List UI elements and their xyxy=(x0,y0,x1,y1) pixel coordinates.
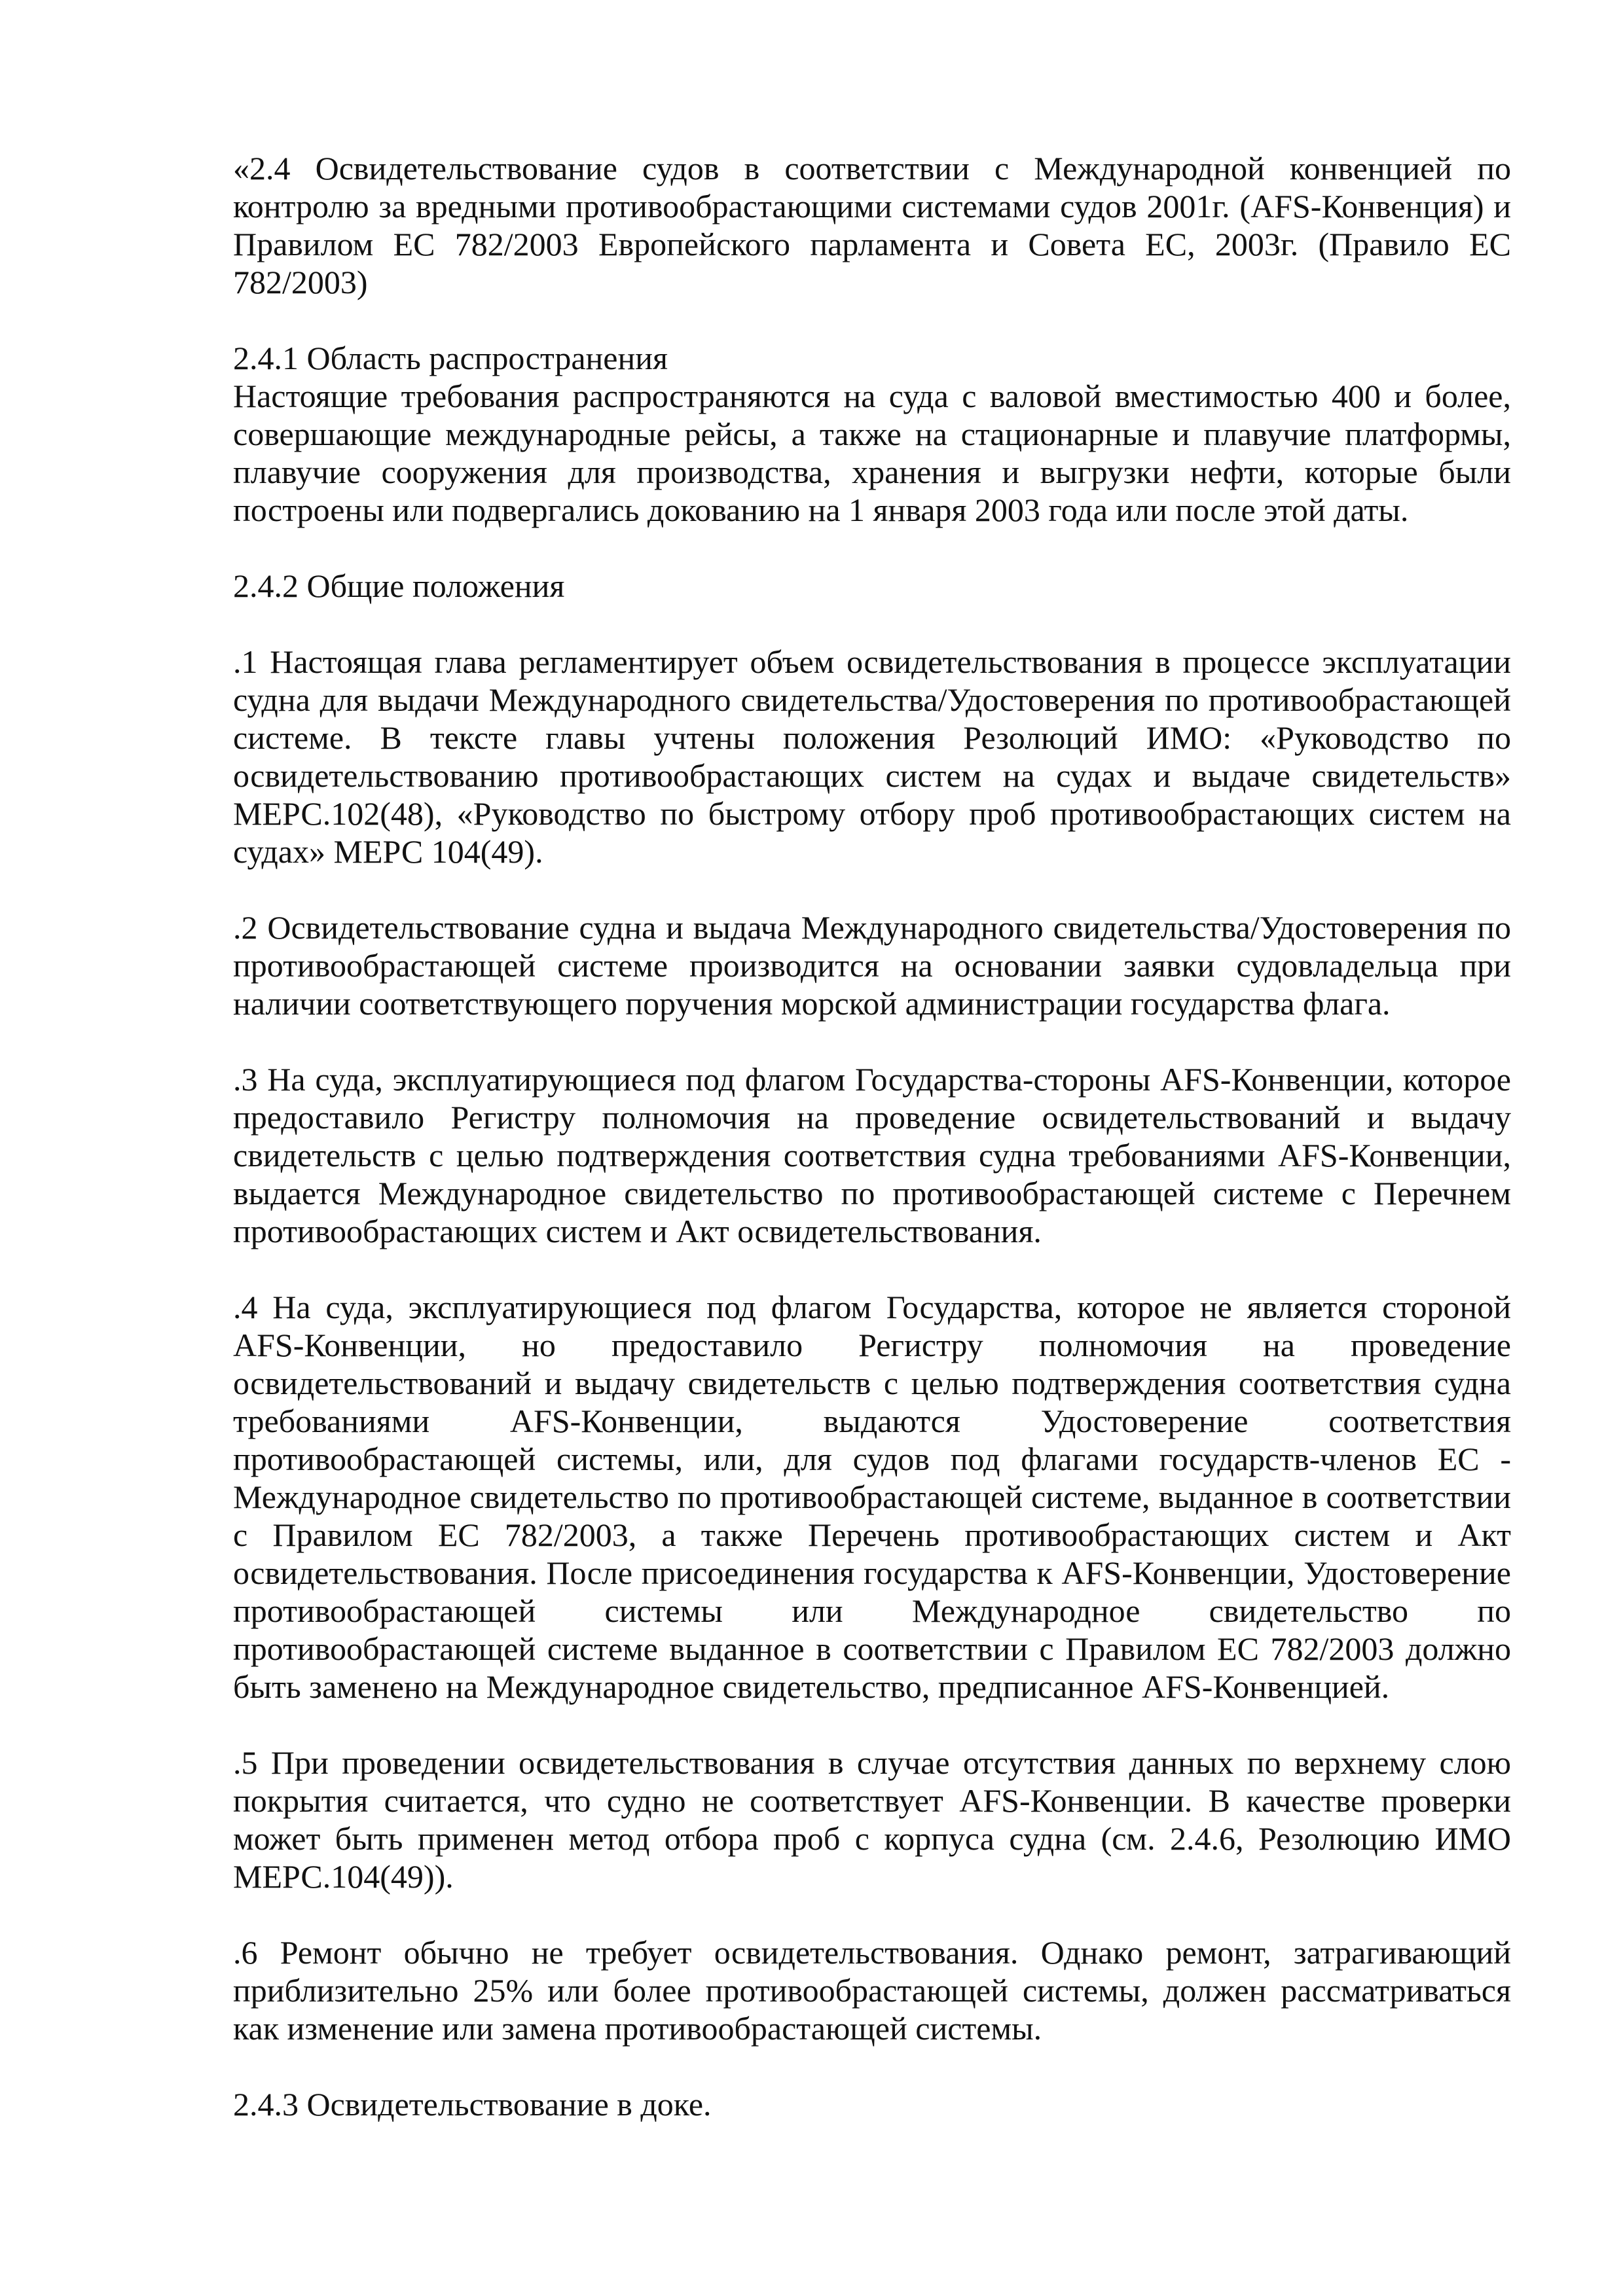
item-6: .6 Ремонт обычно не требует освидетельствования. Однако ремонт, затрагивающий приблизительно 25% или более противообрастающей системы, должен рассматриваться как изменение или замена противообрастающей системы. xyxy=(233,1934,1511,2047)
title-paragraph: «2.4 Освидетельствование судов в соответствии с Международной конвенцией по контролю за вредными противообрастающими системами судов 2001г. (AFS-Конвенция) и Правилом ЕС 782/2003 Европейского парламента и Совета ЕС, 2003г. (Правило ЕС 782/2003) xyxy=(233,150,1511,300)
item-1: .1 Настоящая глава регламентирует объем освидетельствования в процессе эксплуатации судна для выдачи Международного свидетельства/Удостоверения по противообрастающей системе. В тексте главы учтены положения Резолюций ИМО: «Руководство по освидетельствованию противообрастающих систем на судах и выдаче свидетельств» МЕРС.102(48), «Руководство по быстрому отбору проб противообрастающих систем на судах» МЕРС 104(49). xyxy=(233,643,1511,870)
item-5: .5 При проведении освидетельствования в случае отсутствия данных по верхнему слою покрытия считается, что судно не соответствует AFS-Конвенции. В качестве проверки может быть применен метод отбора проб с корпуса судна (см. 2.4.6, Резолюцию ИМО МЕРС.104(49)). xyxy=(233,1744,1511,1895)
item-2: .2 Освидетельствование судна и выдача Международного свидетельства/Удостоверения по противообрастающей системе производится на основании заявки судовладельца при наличии соответствующего поручения морской администрации государства флага. xyxy=(233,909,1511,1022)
item-3: .3 На суда, эксплуатирующиеся под флагом Государства-стороны AFS-Конвенции, которое предоставило Регистру полномочия на проведение освидетельствований и выдачу свидетельств с целью подтверждения соответствия судна требованиями AFS-Конвенции, выдается Международное свидетельство по противообрастающей системе с Перечнем противообрастающих систем и Акт освидетельствования. xyxy=(233,1061,1511,1249)
section-2-4-3-heading: 2.4.3 Освидетельствование в доке. xyxy=(233,2086,712,2123)
section-2-4-1-text: Настоящие требования распространяются на суда с валовой вместимостью 400 и более, совершающие международные рейсы, а также на стационарные и плавучие платформы, плавучие сооружения для производства, хранения и выгрузки нефти, которые были построены или подвергались докованию на 1 января 2003 года или после этой даты. xyxy=(233,378,1511,528)
section-2-4-2-heading: 2.4.2 Общие положения xyxy=(233,567,565,604)
document-page xyxy=(233,149,1511,2123)
item-4: .4 На суда, эксплуатирующиеся под флагом Государства, которое не является стороной AFS-Конвенции, но предоставило Регистру полномочия на проведение освидетельствований и выдачу свидетельств с целью подтверждения соответствия судна требованиями AFS-Конвенции, выдаются Удостоверение соответствия противообрастающей системы, или, для судов под флагами государств-членов ЕС - Международное свидетельство по противообрастающей системе, выданное в соответствии с Правилом ЕС 782/2003, а также Перечень противообрастающих систем и Акт освидетельствования. После присоединения государства к AFS-Конвенции, Удостоверение противообрастающей системы или Международное свидетельство по противообрастающей системе выданное в соответствии с Правилом ЕС 782/2003 должно быть заменено на Международное свидетельство, предписанное AFS-Конвенцией. xyxy=(233,1289,1511,1705)
section-2-4-1-heading: 2.4.1 Область распространения xyxy=(233,340,668,376)
